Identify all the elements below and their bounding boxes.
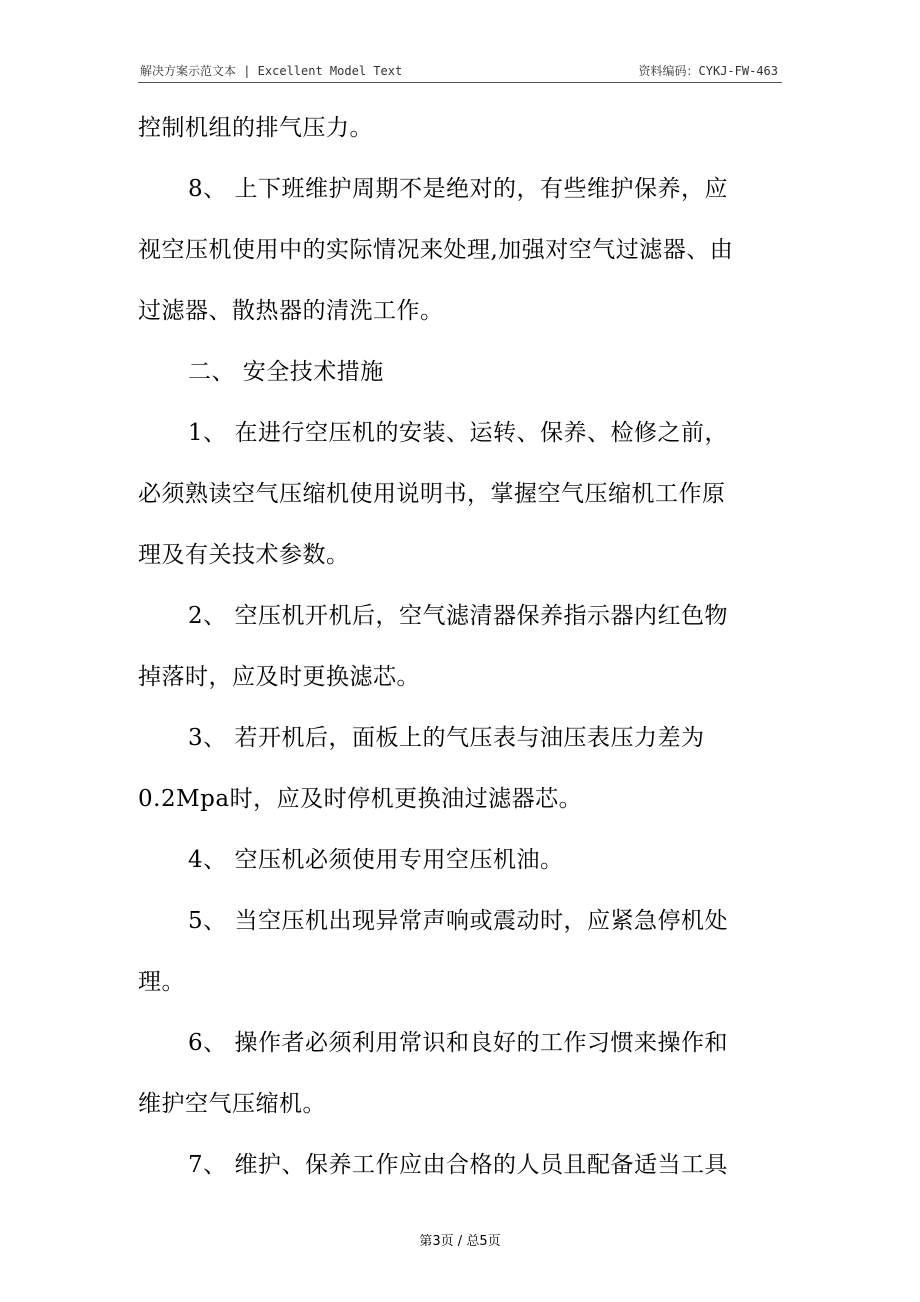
section-heading: 二、 安全技术措施 — [188, 359, 384, 385]
body-line: 视空压机使用中的实际情况来处理,加强对空气过滤器、由 — [138, 237, 734, 263]
body-line: 5、 当空压机出现异常声响或震动时，应紧急停机处 — [188, 908, 728, 934]
document-body — [138, 98, 782, 1196]
body-line: 理及有关技术参数。 — [138, 542, 350, 568]
body-line: 控制机组的排气压力。 — [138, 115, 373, 141]
body-line: 8、 上下班维护周期不是绝对的，有些维护保养，应 — [188, 176, 728, 202]
body-line: 0.2Mpa时，应及时停机更换油过滤器芯。 — [138, 786, 583, 812]
body-line: 7、 维护、保养工作应由合格的人员且配备适当工具 — [188, 1152, 728, 1178]
body-line: 4、 空压机必须使用专用空压机油。 — [188, 847, 564, 873]
body-line: 2、 空压机开机后，空气滤清器保养指示器内红色物 — [188, 603, 728, 629]
body-line: 理。 — [138, 969, 185, 995]
body-line: 3、 若开机后，面板上的气压表与油压表压力差为 — [188, 725, 705, 751]
body-line: 1、 在进行空压机的安装、运转、保养、检修之前， — [188, 420, 728, 446]
body-line: 掉落时，应及时更换滤芯。 — [138, 664, 420, 690]
page-number: 第3页 / 总5页 — [419, 1234, 501, 1249]
page-header — [138, 58, 782, 83]
body-line: 6、 操作者必须利用常识和良好的工作习惯来操作和 — [188, 1030, 728, 1056]
document-code: 资料编码：CYKJ-FW-463 — [638, 64, 778, 78]
body-line: 必须熟读空气压缩机使用说明书，掌握空气压缩机工作原 — [138, 481, 726, 507]
body-line: 过滤器、散热器的清洗工作。 — [138, 298, 444, 324]
header-title: 解决方案示范文本 | Excellent Model Text — [140, 64, 403, 78]
body-line: 维护空气压缩机。 — [138, 1091, 326, 1117]
